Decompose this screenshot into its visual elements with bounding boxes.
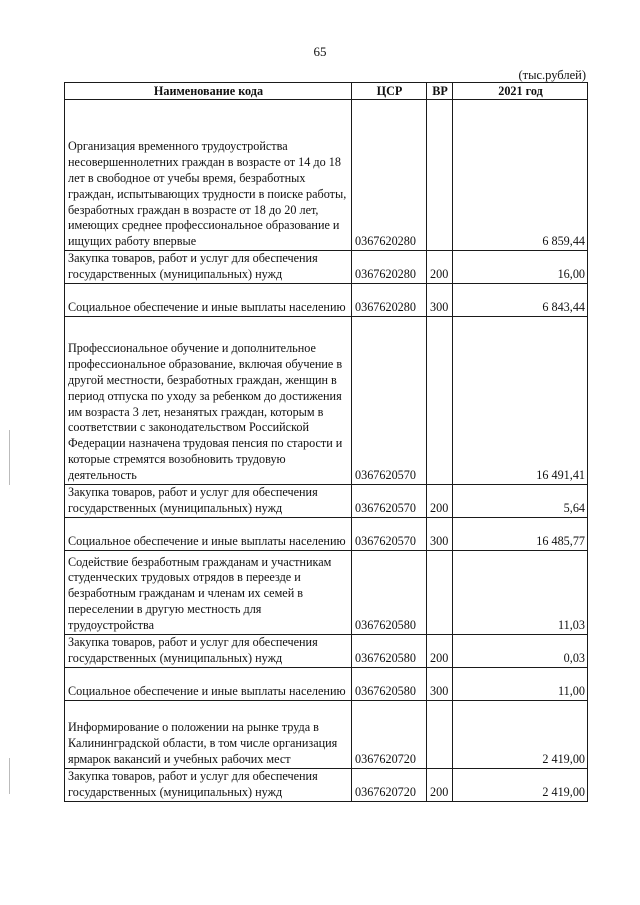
table-row — [65, 667, 588, 700]
row-csr: 0367620720 — [352, 768, 427, 801]
table-row — [65, 550, 588, 634]
row-csr: 0367620280 — [352, 100, 427, 251]
table-row — [65, 251, 588, 284]
row-sum: 11,00 — [453, 667, 588, 700]
row-name: Закупка товаров, работ и услуг для обеспечения государственных (муниципальных) нужд — [65, 251, 352, 284]
table-row — [65, 484, 588, 517]
table-row — [65, 316, 588, 484]
row-name: Организация временного трудоустройства несовершеннолетних граждан в возрасте от 14 до 18 лет в свободное от учебы время, безработных граждан, испытывающих трудности в поиске работы, безработных граждан в возрасте от 18 до 20 лет, имеющих среднее профессиональное образование и ищущих работу впервые — [65, 100, 352, 251]
row-csr: 0367620580 — [352, 667, 427, 700]
row-name: Социальное обеспечение и иные выплаты населению — [65, 667, 352, 700]
row-name: Содействие безработным гражданам и участникам студенческих трудовых отрядов в переезде и безработным гражданам и членам их семей в переселении в другую местность для трудоустройства — [65, 550, 352, 634]
row-sum: 0,03 — [453, 634, 588, 667]
row-name: Социальное обеспечение и иные выплаты населению — [65, 517, 352, 550]
row-vr — [427, 550, 453, 634]
table-row — [65, 700, 588, 768]
row-sum: 2 419,00 — [453, 768, 588, 801]
page-number: 65 — [313, 44, 327, 59]
row-name: Информирование о положении на рынке труда в Калининградской области, в том числе организация ярмарок вакансий и учебных рабочих мест — [65, 700, 352, 768]
column-header-csr: ЦСР — [352, 83, 427, 100]
row-sum: 2 419,00 — [453, 700, 588, 768]
column-header-sum: 2021 год — [453, 83, 588, 100]
units-label: (тыс.рублей) — [518, 68, 586, 82]
row-csr: 0367620570 — [352, 316, 427, 484]
row-sum: 5,64 — [453, 484, 588, 517]
row-name: Закупка товаров, работ и услуг для обеспечения государственных (муниципальных) нужд — [65, 634, 352, 667]
table-row — [65, 517, 588, 550]
row-csr: 0367620570 — [352, 484, 427, 517]
row-csr: 0367620570 — [352, 517, 427, 550]
table-header-row — [65, 83, 588, 100]
row-name: Профессиональное обучение и дополнительное профессиональное образование, включая обучение в другой местности, безработных граждан, женщин в период отпуска по уходу за ребенком до достижения им возраста 3 лет, незанятых граждан, которым в соответствии с законодательством Российской Федерации назначена трудовая пенсия по старости и которые стремятся возобновить трудовую деятельность — [65, 316, 352, 484]
scan-artifact-line — [9, 758, 10, 794]
scan-artifact-line — [9, 430, 10, 485]
column-header-name: Наименование кода — [65, 83, 352, 100]
row-vr — [427, 100, 453, 251]
row-vr: 200 — [427, 768, 453, 801]
row-name: Закупка товаров, работ и услуг для обеспечения государственных (муниципальных) нужд — [65, 484, 352, 517]
table-row — [65, 283, 588, 316]
row-csr: 0367620280 — [352, 283, 427, 316]
table-row — [65, 768, 588, 801]
row-sum: 6 859,44 — [453, 100, 588, 251]
row-sum: 16,00 — [453, 251, 588, 284]
row-vr: 300 — [427, 283, 453, 316]
row-csr: 0367620580 — [352, 550, 427, 634]
row-vr — [427, 316, 453, 484]
row-vr: 300 — [427, 517, 453, 550]
row-vr — [427, 700, 453, 768]
row-csr: 0367620580 — [352, 634, 427, 667]
row-sum: 16 491,41 — [453, 316, 588, 484]
row-vr: 200 — [427, 634, 453, 667]
row-csr: 0367620720 — [352, 700, 427, 768]
row-vr: 200 — [427, 251, 453, 284]
row-sum: 16 485,77 — [453, 517, 588, 550]
row-vr: 200 — [427, 484, 453, 517]
table-row — [65, 634, 588, 667]
row-name: Социальное обеспечение и иные выплаты населению — [65, 283, 352, 316]
row-sum: 11,03 — [453, 550, 588, 634]
budget-table — [64, 82, 588, 802]
row-name: Закупка товаров, работ и услуг для обеспечения государственных (муниципальных) нужд — [65, 768, 352, 801]
column-header-vr: ВР — [427, 83, 453, 100]
table-row — [65, 100, 588, 251]
row-vr: 300 — [427, 667, 453, 700]
row-sum: 6 843,44 — [453, 283, 588, 316]
row-csr: 0367620280 — [352, 251, 427, 284]
